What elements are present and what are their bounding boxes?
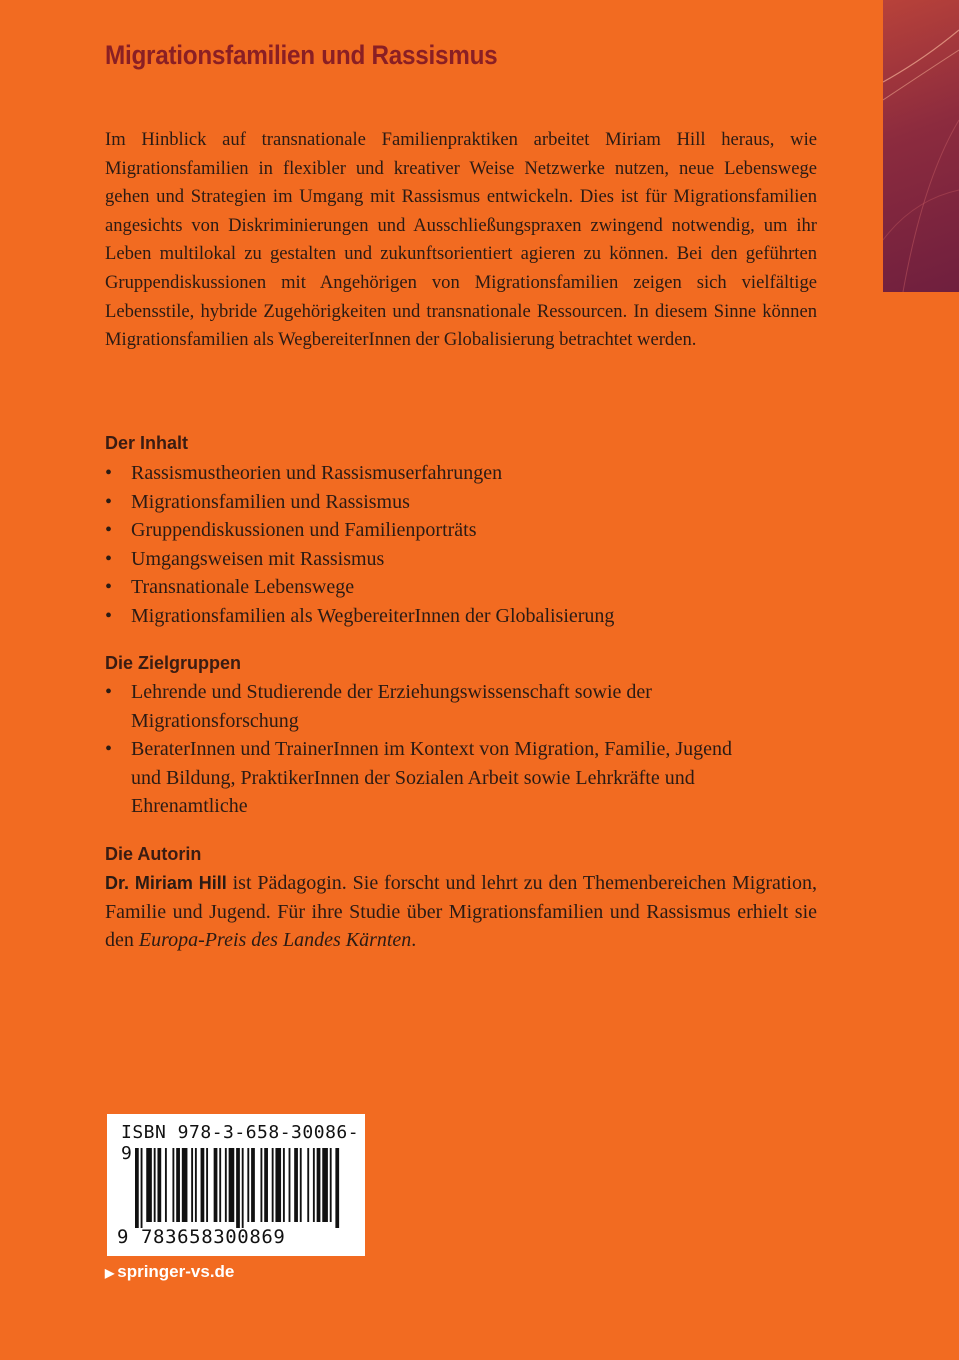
barcode-bar (260, 1148, 262, 1222)
audience-list (105, 678, 745, 821)
barcode-bar (283, 1148, 285, 1222)
contents-heading: Der Inhalt (105, 433, 189, 453)
barcode-bar (289, 1148, 291, 1222)
author-bio-text: ist Pädagogin. Sie forscht und lehrt zu den Themenbereichen Migration, Familie und Jugend. Für ihre Studie über Migrationsfamilien und Rassismus erhielt sie den (105, 872, 817, 952)
barcode-bar (141, 1148, 143, 1228)
author-name: Dr. Miriam Hill (105, 873, 227, 893)
barcode-bar (182, 1148, 188, 1222)
barcode-bar (242, 1148, 244, 1228)
barcode-first-digit: 9 (117, 1226, 129, 1248)
list-item: • Rassismustheorien und Rassismuserfahrungen (105, 459, 817, 488)
barcode-bar (201, 1148, 205, 1222)
barcode-panel (107, 1114, 365, 1256)
barcode-bar (335, 1148, 339, 1228)
list-item: • Migrationsfamilien als WegbereiterInnen der Globalisierung (105, 602, 817, 631)
list-item: • BeraterInnen und TrainerInnen im Kontext von Migration, Familie, Jugend und Bildung, PraktikerInnen der Sozialen Arbeit sowie Lehrkräfte und Ehrenamtliche (105, 735, 745, 821)
barcode-digits: 783658300869 (141, 1226, 286, 1248)
author-bio-end: . (411, 929, 417, 952)
barcode-bar (275, 1148, 281, 1222)
barcode-bar (322, 1148, 328, 1222)
barcode-image (135, 1148, 345, 1228)
barcode-bar (264, 1148, 268, 1222)
list-item: • Lehrende und Studierende der Erziehungswissenschaft sowie der Migrationsforschung (105, 678, 745, 735)
barcode-bar (176, 1148, 180, 1222)
barcode-bar (294, 1148, 298, 1222)
list-item: • Migrationsfamilien und Rassismus (105, 488, 817, 517)
audience-heading: Die Zielgruppen (105, 653, 242, 673)
barcode-bar (146, 1148, 152, 1222)
barcode-bar (157, 1148, 161, 1222)
barcode-bar (225, 1148, 227, 1222)
barcode-bar (317, 1148, 321, 1222)
book-title: Migrationsfamilien und Rassismus (105, 40, 498, 70)
publisher-url: springer-vs.de (117, 1262, 235, 1281)
barcode-bar (272, 1148, 274, 1222)
barcode-bar (313, 1148, 315, 1222)
corner-decoration (883, 0, 959, 292)
barcode-bar (219, 1148, 221, 1222)
barcode-bar (236, 1148, 240, 1228)
barcode-bar (195, 1148, 197, 1222)
author-bio (105, 869, 817, 955)
list-item: • Umgangsweisen mit Rassismus (105, 545, 817, 574)
barcode-bar (172, 1148, 174, 1222)
barcode-bar (251, 1148, 255, 1222)
list-item: • Transnationale Lebenswege (105, 573, 817, 602)
barcode-bar (165, 1148, 167, 1222)
barcode-bar (191, 1148, 193, 1222)
barcode-bar (229, 1148, 235, 1222)
publisher-link[interactable] (105, 1262, 234, 1282)
prize-name: Europa-Preis des Landes Kärnten (138, 929, 412, 952)
barcode-bar (307, 1148, 309, 1222)
author-heading: Die Autorin (105, 844, 202, 864)
barcode-bar (206, 1148, 208, 1222)
barcode-bar (154, 1148, 156, 1222)
intro-paragraph: Im Hinblick auf transnationale Familienpraktiken arbeitet Miriam Hill heraus, wie Migrationsfamilien in flexibler und kreativer Weise Netzwerke nutzen, neue Lebenswege gehen und Strategien im Umgang mit Rassismus entwickeln. Dies ist für Migrationsfamilien angesichts von Diskriminierungen und Ausschließungspraxen zwingend notwendig, um ihr Leben multilokal zu gestalten und zukunftsorientiert agieren zu können. Bei den geführten Gruppendiskussionen mit Angehörigen von Migrationsfamilien zeigen sich vielfältige Lebensstile, hybride Zugehörigkeiten und transnationale Ressourcen. In diesem Sinne können Migrationsfamilien als WegbereiterInnen der Globalisierung betrachtet werden. (105, 129, 817, 351)
isbn-number: ISBN 978-3-658-30086-9 (121, 1122, 360, 1164)
contents-list (105, 459, 817, 631)
arrow-right-icon: ▶ (105, 1266, 115, 1280)
list-item: • Gruppendiskussionen und Familienporträts (105, 516, 817, 545)
barcode-bar (135, 1148, 139, 1228)
barcode-bar (247, 1148, 249, 1222)
barcode-bar (300, 1148, 302, 1222)
barcode-bar (214, 1148, 218, 1222)
barcode-bar (330, 1148, 332, 1222)
